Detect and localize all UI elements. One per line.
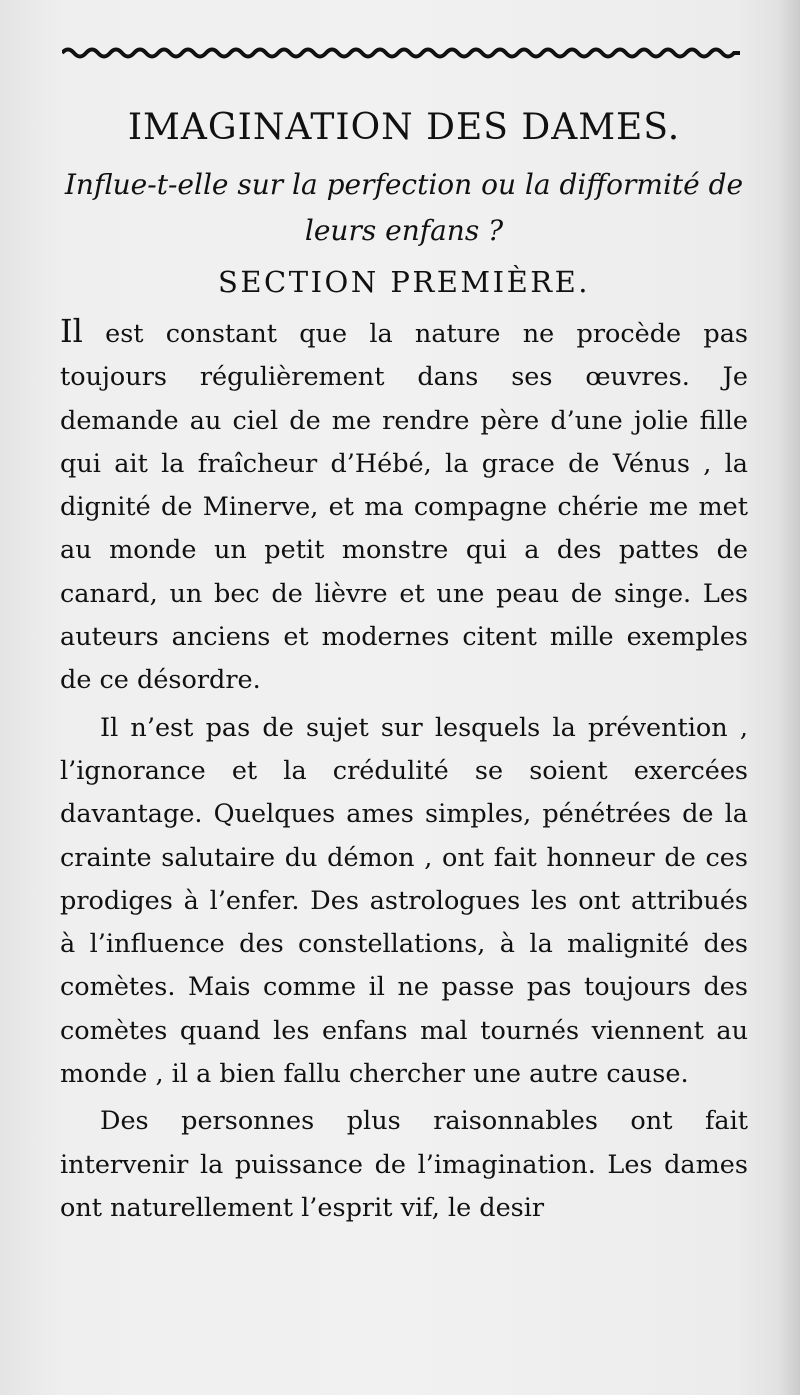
paragraph-2: Il n’est pas de sujet sur lesquels la prévention , l’ignorance et la crédulité se soient exercées davantage. Quelques ames simples, pénétrées de la crainte salutaire du démon , ont fait honneur de ces prodiges à l’enfer. Des astrologues les ont attribués à l’influence des constellations, à la malignité des comètes. Mais comme il ne passe pas toujours des comètes quand les enfans mal tournés viennent au monde , il a bien fallu chercher une autre cause. — [60, 712, 748, 1090]
section-title: SECTION PREMIÈRE. — [218, 265, 590, 299]
page-text — [60, 104, 748, 1230]
page-subheading: Influe-t-elle sur la perfection ou la difformité de leurs enfans ? — [64, 168, 744, 247]
paragraph-1 — [60, 310, 748, 703]
decorative-rule — [62, 44, 740, 62]
drop-initial: Il — [60, 312, 83, 350]
page-heading: IMAGINATION DES DAMES. — [127, 107, 681, 148]
paragraph-3: Des personnes plus raisonnables ont fait intervenir la puissance de l’imagination. Les dames ont naturellement l’esprit vif, le desir — [60, 1106, 748, 1223]
paragraph-1-text: est constant que la nature ne procède pas toujours régulièrement dans ses œuvres. Je demande au ciel de me rendre père d’une jolie fille qui ait la fraîcheur d’Hébé, la grace de Vénus , la dignité de Minerve, et ma compagne chérie me met au monde un petit monstre qui a des pattes de canard, un bec de lièvre et une peau de singe. Les auteurs anciens et modernes citent mille exemples de ce désordre. — [60, 319, 748, 696]
